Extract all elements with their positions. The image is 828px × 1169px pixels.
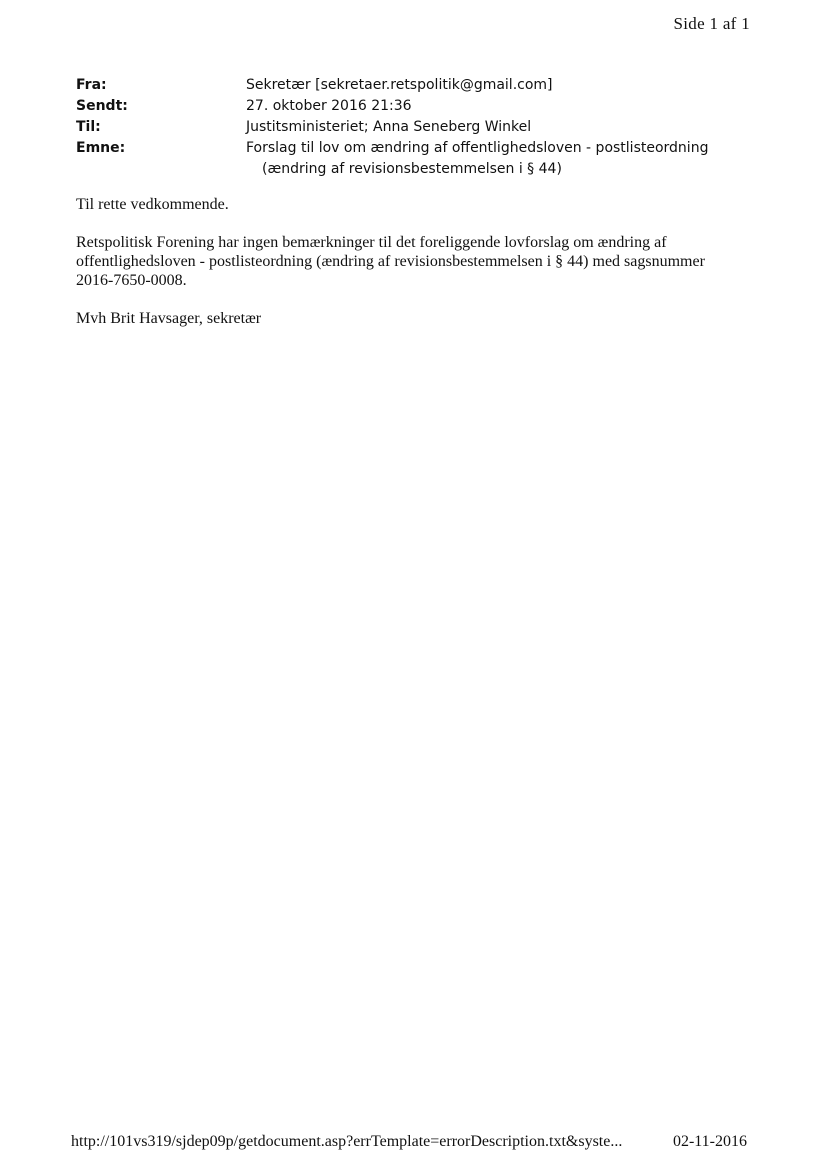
subject-label: Emne: bbox=[76, 140, 126, 156]
subject-line-1: Forslag til lov om ændring af offentlighedsloven - postlisteordning bbox=[246, 140, 709, 156]
to-row bbox=[76, 117, 756, 138]
from-value: Sekretær [sekretaer.retspolitik@gmail.com] bbox=[246, 77, 553, 93]
from-label: Fra: bbox=[76, 77, 107, 93]
to-label: Til: bbox=[76, 119, 101, 135]
subject-row bbox=[76, 138, 756, 180]
sent-value: 27. oktober 2016 21:36 bbox=[246, 98, 412, 114]
subject-value bbox=[246, 138, 756, 180]
footer-date: 02-11-2016 bbox=[672, 1133, 747, 1150]
to-value: Justitsministeriet; Anna Seneberg Winkel bbox=[246, 119, 532, 135]
signature: Mvh Brit Havsager, sekretær bbox=[76, 310, 262, 327]
email-header bbox=[76, 75, 756, 180]
greeting: Til rette vedkommende. bbox=[76, 196, 229, 213]
body-paragraph: Retspolitisk Forening har ingen bemærkninger til det foreliggende lovforslag om ændring af offentlighedsloven - postlisteordning (ændring af revisionsbestemmelsen i § 44) med sagsnummer 2016-7650-0008. bbox=[76, 234, 705, 289]
page-footer bbox=[71, 1133, 747, 1151]
from-row bbox=[76, 75, 756, 96]
page-number: Side 1 af 1 bbox=[673, 14, 750, 33]
sent-row bbox=[76, 96, 756, 117]
sent-label: Sendt: bbox=[76, 98, 128, 114]
footer-url: http://101vs319/sjdep09p/getdocument.asp?errTemplate=errorDescription.txt&syste... bbox=[71, 1133, 623, 1150]
email-body bbox=[76, 195, 736, 347]
subject-line-2: (ændring af revisionsbestemmelsen i § 44) bbox=[262, 161, 562, 177]
